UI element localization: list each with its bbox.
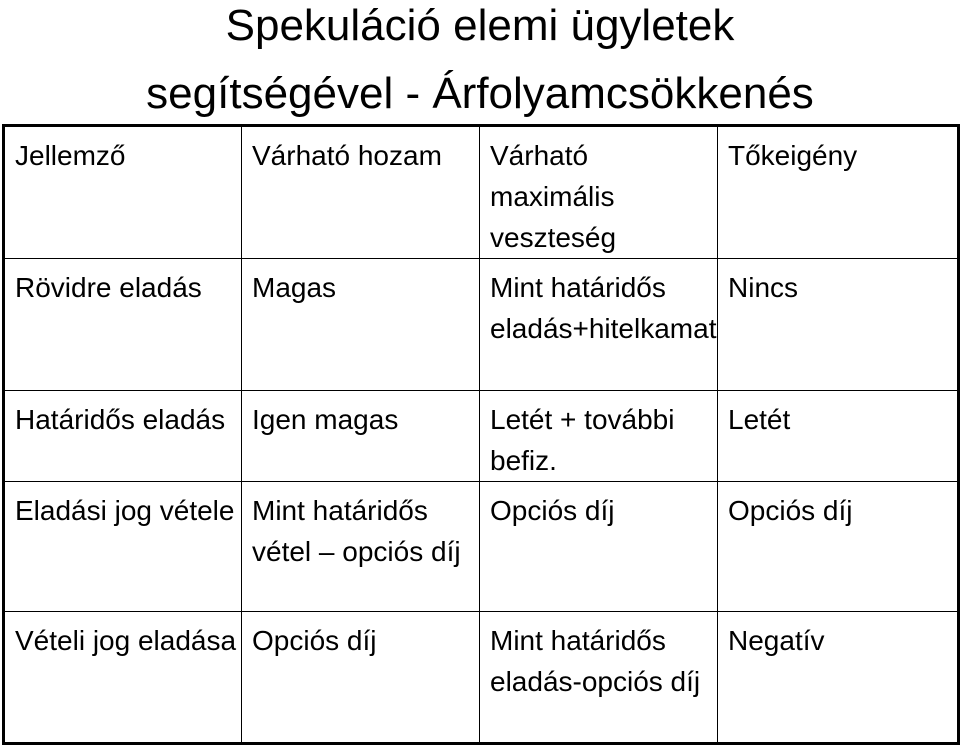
- comparison-table: [2, 124, 960, 745]
- table-cell: Negatív: [718, 612, 959, 744]
- table-cell: Opciós díj: [718, 482, 959, 612]
- header-cell: Várható hozam: [242, 126, 480, 259]
- table-header-row: [4, 126, 959, 259]
- table-cell: Nincs: [718, 259, 959, 391]
- table-row: [4, 612, 959, 744]
- table-cell: Opciós díj: [242, 612, 480, 744]
- header-cell: Jellemző: [4, 126, 242, 259]
- slide-title: [0, 0, 960, 124]
- table-cell: Opciós díj: [480, 482, 718, 612]
- table-cell: Magas: [242, 259, 480, 391]
- table-cell: Mint határidős eladás+hitelkamat: [480, 259, 718, 391]
- table-cell: Határidős eladás: [4, 391, 242, 482]
- header-cell: Várható maximális veszteség: [480, 126, 718, 259]
- table-cell: Eladási jog vétele: [4, 482, 242, 612]
- table-row: [4, 391, 959, 482]
- table-cell: Rövidre eladás: [4, 259, 242, 391]
- table-cell: Vételi jog eladása: [4, 612, 242, 744]
- table-row: [4, 482, 959, 612]
- title-line-2: segítségével - Árfolyamcsökkenés: [146, 69, 814, 118]
- header-cell: Tőkeigény: [718, 126, 959, 259]
- table-row: [4, 259, 959, 391]
- table-cell: Letét + további befiz.: [480, 391, 718, 482]
- table-cell: Letét: [718, 391, 959, 482]
- table-cell: Igen magas: [242, 391, 480, 482]
- title-line-1: Spekuláció elemi ügyletek: [225, 1, 735, 50]
- table-cell: Mint határidős vétel – opciós díj: [242, 482, 480, 612]
- table-cell: Mint határidős eladás-opciós díj: [480, 612, 718, 744]
